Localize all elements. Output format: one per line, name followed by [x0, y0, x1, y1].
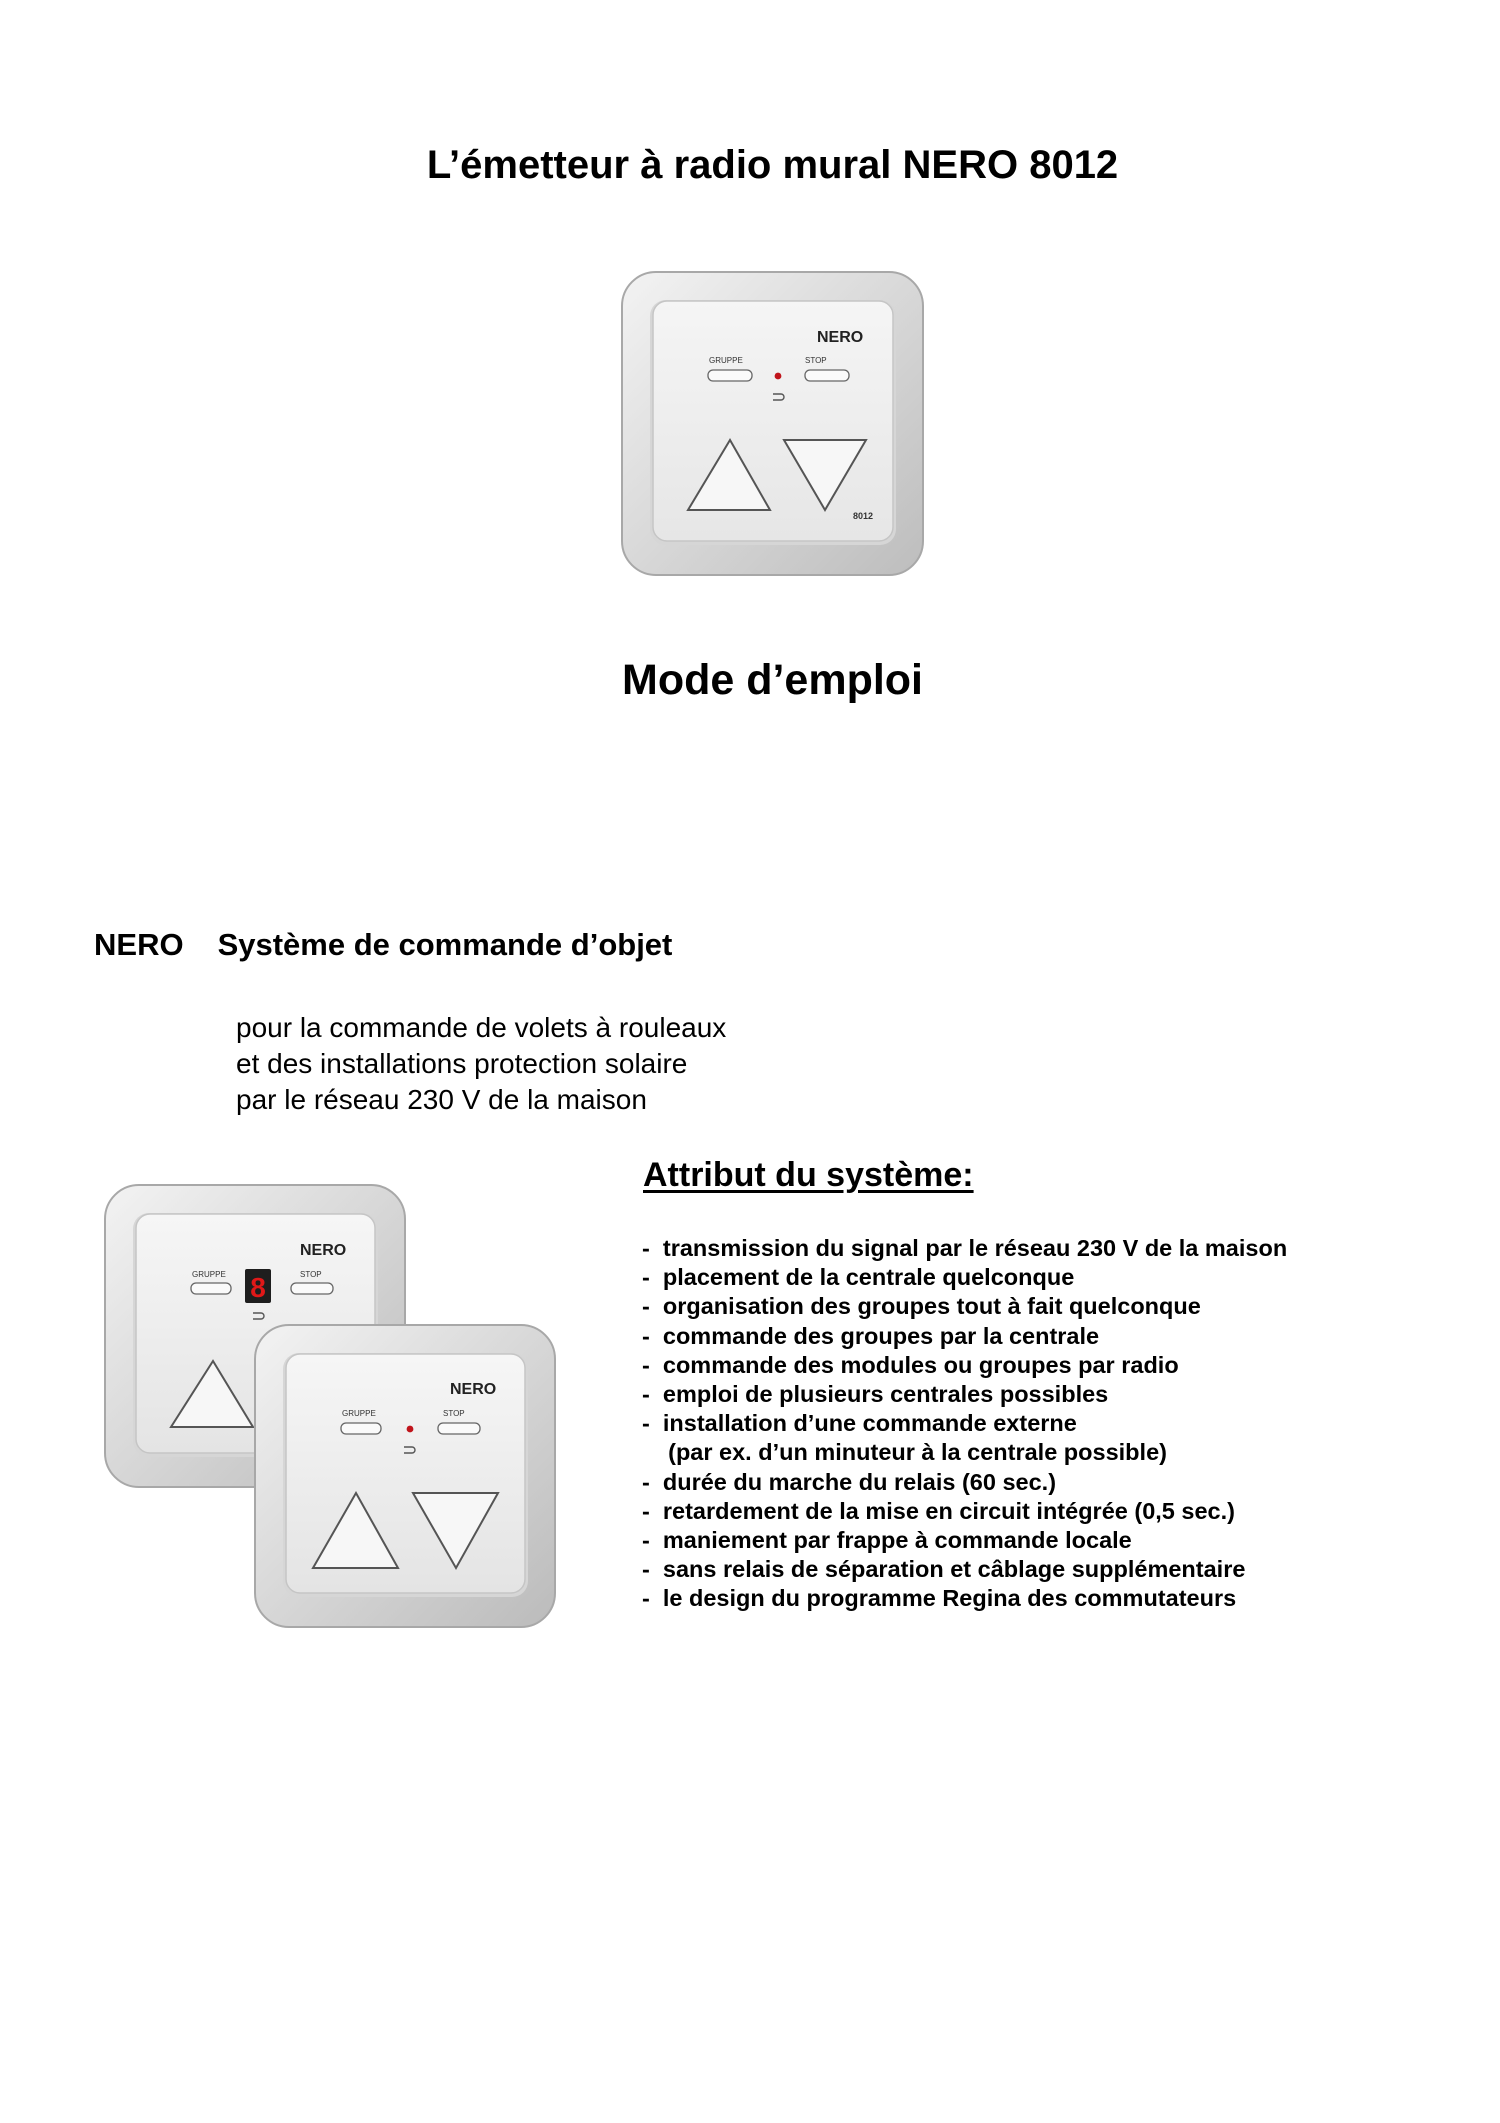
- device-brand: NERO: [300, 1242, 347, 1259]
- model-label: 8012: [853, 511, 874, 521]
- gruppe-button[interactable]: [708, 370, 752, 381]
- list-item: - transmission du signal par le réseau 230 V de la maison: [642, 1235, 1288, 1261]
- gruppe-button[interactable]: [191, 1283, 231, 1294]
- list-item: - maniement par frappe à commande locale: [642, 1527, 1132, 1554]
- display-digit: 8: [250, 1272, 266, 1303]
- stop-button[interactable]: [291, 1283, 333, 1294]
- status-led: [407, 1426, 414, 1433]
- gruppe-button[interactable]: [341, 1423, 381, 1434]
- device-brand: NERO: [450, 1381, 497, 1398]
- stop-label: STOP: [805, 356, 827, 365]
- list-item: - retardement de la mise en circuit intégrée (0,5 sec.): [642, 1497, 1235, 1524]
- stop-label: STOP: [300, 1270, 322, 1279]
- list-item: - le design du programme Regina des commutateurs: [642, 1585, 1237, 1612]
- manual-subtitle: Mode d’emploi: [622, 656, 923, 704]
- status-led: [775, 373, 782, 380]
- stop-label: STOP: [443, 1409, 465, 1418]
- gruppe-label: GRUPPE: [342, 1409, 376, 1418]
- intro-line: pour la commande de volets à rouleaux: [236, 1012, 727, 1043]
- device-photo-8012: [620, 270, 925, 577]
- list-item: - sans relais de séparation et câblage supplémentaire: [642, 1556, 1246, 1583]
- device-photo-pair: [103, 1183, 559, 1630]
- list-item: - emploi de plusieurs centrales possibles: [642, 1381, 1109, 1408]
- device-brand: NERO: [817, 329, 864, 346]
- system-brand: NERO: [94, 927, 184, 962]
- list-item: - placement de la centrale quelconque: [642, 1264, 1075, 1291]
- list-item: - durée du marche du relais (60 sec.): [642, 1468, 1057, 1495]
- device-front: [255, 1325, 555, 1627]
- list-item: - installation d’une commande externe: [642, 1410, 1077, 1437]
- attributes-list: [642, 1234, 1287, 1614]
- gruppe-label: GRUPPE: [709, 356, 743, 365]
- system-intro: [236, 1010, 726, 1118]
- list-item: - commande des modules ou groupes par radio: [642, 1351, 1179, 1378]
- intro-line: par le réseau 230 V de la maison: [236, 1084, 647, 1115]
- intro-line: et des installations protection solaire: [236, 1048, 688, 1079]
- system-heading: [94, 927, 672, 963]
- page-title: L’émetteur à radio mural NERO 8012: [426, 143, 1119, 187]
- list-item: - commande des groupes par la centrale: [642, 1322, 1100, 1349]
- gruppe-label: GRUPPE: [192, 1270, 226, 1279]
- system-heading-text: Système de commande d’objet: [217, 927, 673, 962]
- stop-button[interactable]: [438, 1423, 480, 1434]
- stop-button[interactable]: [805, 370, 849, 381]
- list-item: - organisation des groupes tout à fait quelconque: [642, 1293, 1201, 1320]
- list-item: (par ex. d’un minuteur à la centrale possible): [642, 1439, 1167, 1466]
- attributes-heading: Attribut du système:: [643, 1156, 974, 1194]
